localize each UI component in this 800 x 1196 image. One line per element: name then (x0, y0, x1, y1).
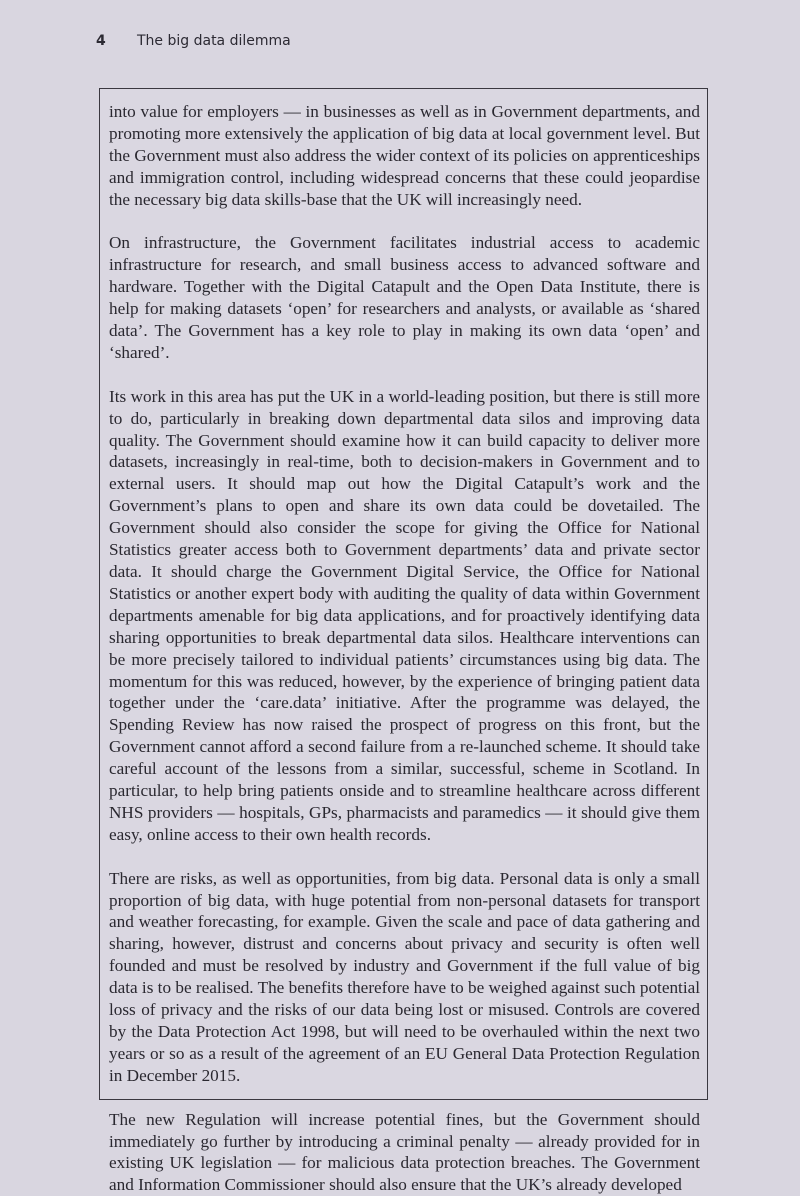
paragraph: into value for employers — in businesses as well as in Government departments, and promoting more extensively the application of big data at local government level. But the Government must also address the wider context of its policies on apprenticeships and immigration control, including widespread concerns that these could jeopardise the necessary big data skills-base that the UK will increasingly need. (109, 102, 700, 209)
paragraph: Its work in this area has put the UK in a world-leading position, but there is still more to do, particularly in breaking down departmental data silos and improving data quality. The Government should examine how it can build capacity to deliver more datasets, increasingly in real-time, both to decision-makers in Government and to external users. It should map out how the Digital Catapult’s work and the Government’s plans to open and share its own data could be dovetailed. The Government should also consider the scope for giving the Office for National Statistics greater access both to Government departments’ data and private sector data. It should charge the Government Digital Service, the Office for National Statistics or another expert body with auditing the quality of data within Government departments amenable for big data applications, and for proactively identifying data sharing opportunities to break departmental data silos. Healthcare interventions can be more precisely tailored to individual patients’ circumstances using big data. The momentum for this was reduced, however, by the experience of bringing patient data together under the ‘care.data’ initiative. After the programme was delayed, the Spending Review has now raised the prospect of progress on this front, but the Government cannot afford a second failure from a re-launched scheme. It should take careful account of the lessons from a similar, successful, scheme in Scotland. In particular, to help bring patients onside and to streamline healthcare across different NHS providers — hospitals, GPs, pharmacists and paramedics — it should give them easy, online access to their own health records. (109, 386, 700, 844)
paragraph: The new Regulation will increase potential fines, but the Government should immediately go further by introducing a criminal penalty — already provided for in existing UK legislation — for malicious data protection breaches. The Government and Information Commissioner should also ensure that the UK’s already developed (109, 1109, 700, 1195)
page-number: 4 (96, 33, 106, 49)
page-header (0, 0, 800, 90)
paragraph: There are risks, as well as opportunities, from big data. Personal data is only a small proportion of big data, with huge potential from non-personal datasets for transport and weather forecasting, for example. Given the scale and pace of data gathering and sharing, however, distrust and concerns about privacy and security is often well founded and must be resolved by industry and Government if the full value of big data is to be realised. The benefits therefore have to be weighed against such potential loss of privacy and the risks of our data being lost or misused. Controls are covered by the Data Protection Act 1998, but will need to be overhauled within the next two years or so as a result of the agreement of an EU General Data Protection Regulation in December 2015. (109, 868, 701, 1085)
running-title: The big data dilemma (137, 33, 291, 49)
summary-box-content (100, 89, 707, 1195)
paragraph: On infrastructure, the Government facilitates industrial access to academic infrastructure for research, and small business access to advanced software and hardware. Together with the Digital Catapult and the Open Data Institute, there is help for making datasets ‘open’ for researchers and analysts, or available as ‘shared data’. The Government has a key role to play in making its own data ‘open’ and ‘shared’. (109, 233, 700, 362)
summary-box (99, 88, 708, 1195)
